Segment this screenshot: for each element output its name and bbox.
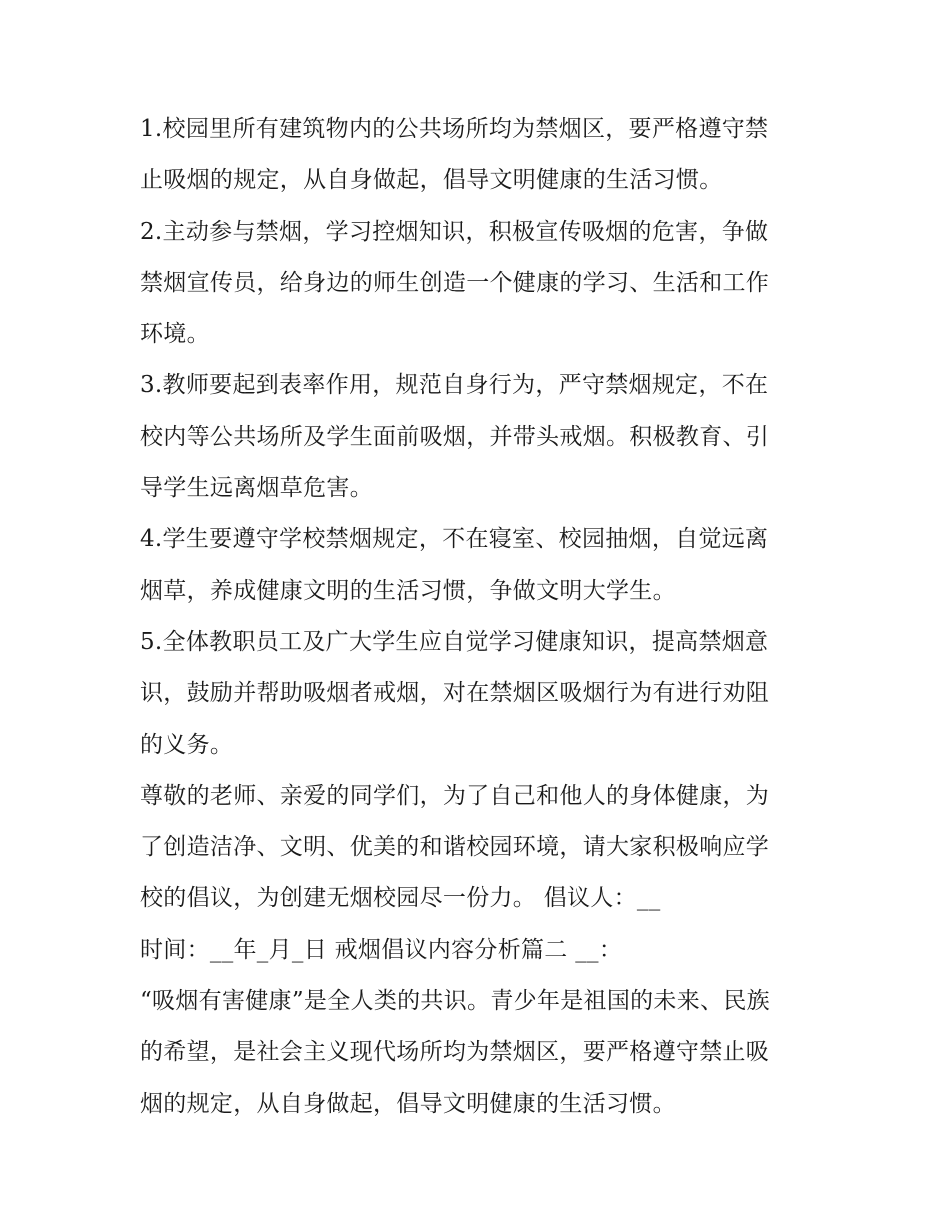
- text-line: 5.全体教职员工及广大学生应自觉学习健康知识，提高禁烟意: [140, 628, 769, 655]
- text-line: 导学生远离烟草危害。: [140, 475, 373, 502]
- text-line: 了创造洁净、文明、优美的和谐校园环境，请大家积极响应学: [140, 834, 770, 861]
- text-line: 4.学生要遵守学校禁烟规定，不在寝室、校园抽烟，自觉远离: [140, 526, 769, 553]
- text-line: 环境。: [140, 321, 210, 348]
- text-line: 的义务。: [140, 731, 234, 758]
- text-line: “吸烟有害健康”是全人类的共识。青少年是祖国的未来、民族: [140, 988, 770, 1015]
- text-line: 1.校园里所有建筑物内的公共场所均为禁烟区，要严格遵守禁: [140, 116, 769, 142]
- text-line: 时间：__年_月_日 戒烟倡议内容分析篇二 __：: [140, 936, 623, 963]
- text-line: 烟的规定，从自身做起，倡导文明健康的生活习惯。: [140, 1090, 676, 1117]
- text-line: 止吸烟的规定，从自身做起，倡导文明健康的生活习惯。: [140, 167, 723, 194]
- text-line: 烟草，养成健康文明的生活习惯，争做文明大学生。: [140, 577, 676, 604]
- text-line: 尊敬的老师、亲爱的同学们，为了自己和他人的身体健康，为: [140, 782, 770, 809]
- text-line: 的希望，是社会主义现代场所均为禁烟区，要严格遵守禁止吸: [140, 1039, 770, 1066]
- text-line: 禁烟宣传员，给身边的师生创造一个健康的学习、生活和工作: [140, 269, 770, 296]
- text-line: 校的倡议，为创建无烟校园尽一份力。 倡议人：__: [140, 885, 661, 912]
- text-line: 3.教师要起到表率作用，规范自身行为，严守禁烟规定，不在: [140, 372, 769, 399]
- text-line: 识，鼓励并帮助吸烟者戒烟，对在禁烟区吸烟行为有进行劝阻: [140, 680, 770, 707]
- text-line: 2.主动参与禁烟，学习控烟知识，积极宣传吸烟的危害，争做: [140, 218, 769, 245]
- text-line: 校内等公共场所及学生面前吸烟，并带头戒烟。积极教育、引: [140, 423, 770, 450]
- document-body: [140, 104, 820, 1130]
